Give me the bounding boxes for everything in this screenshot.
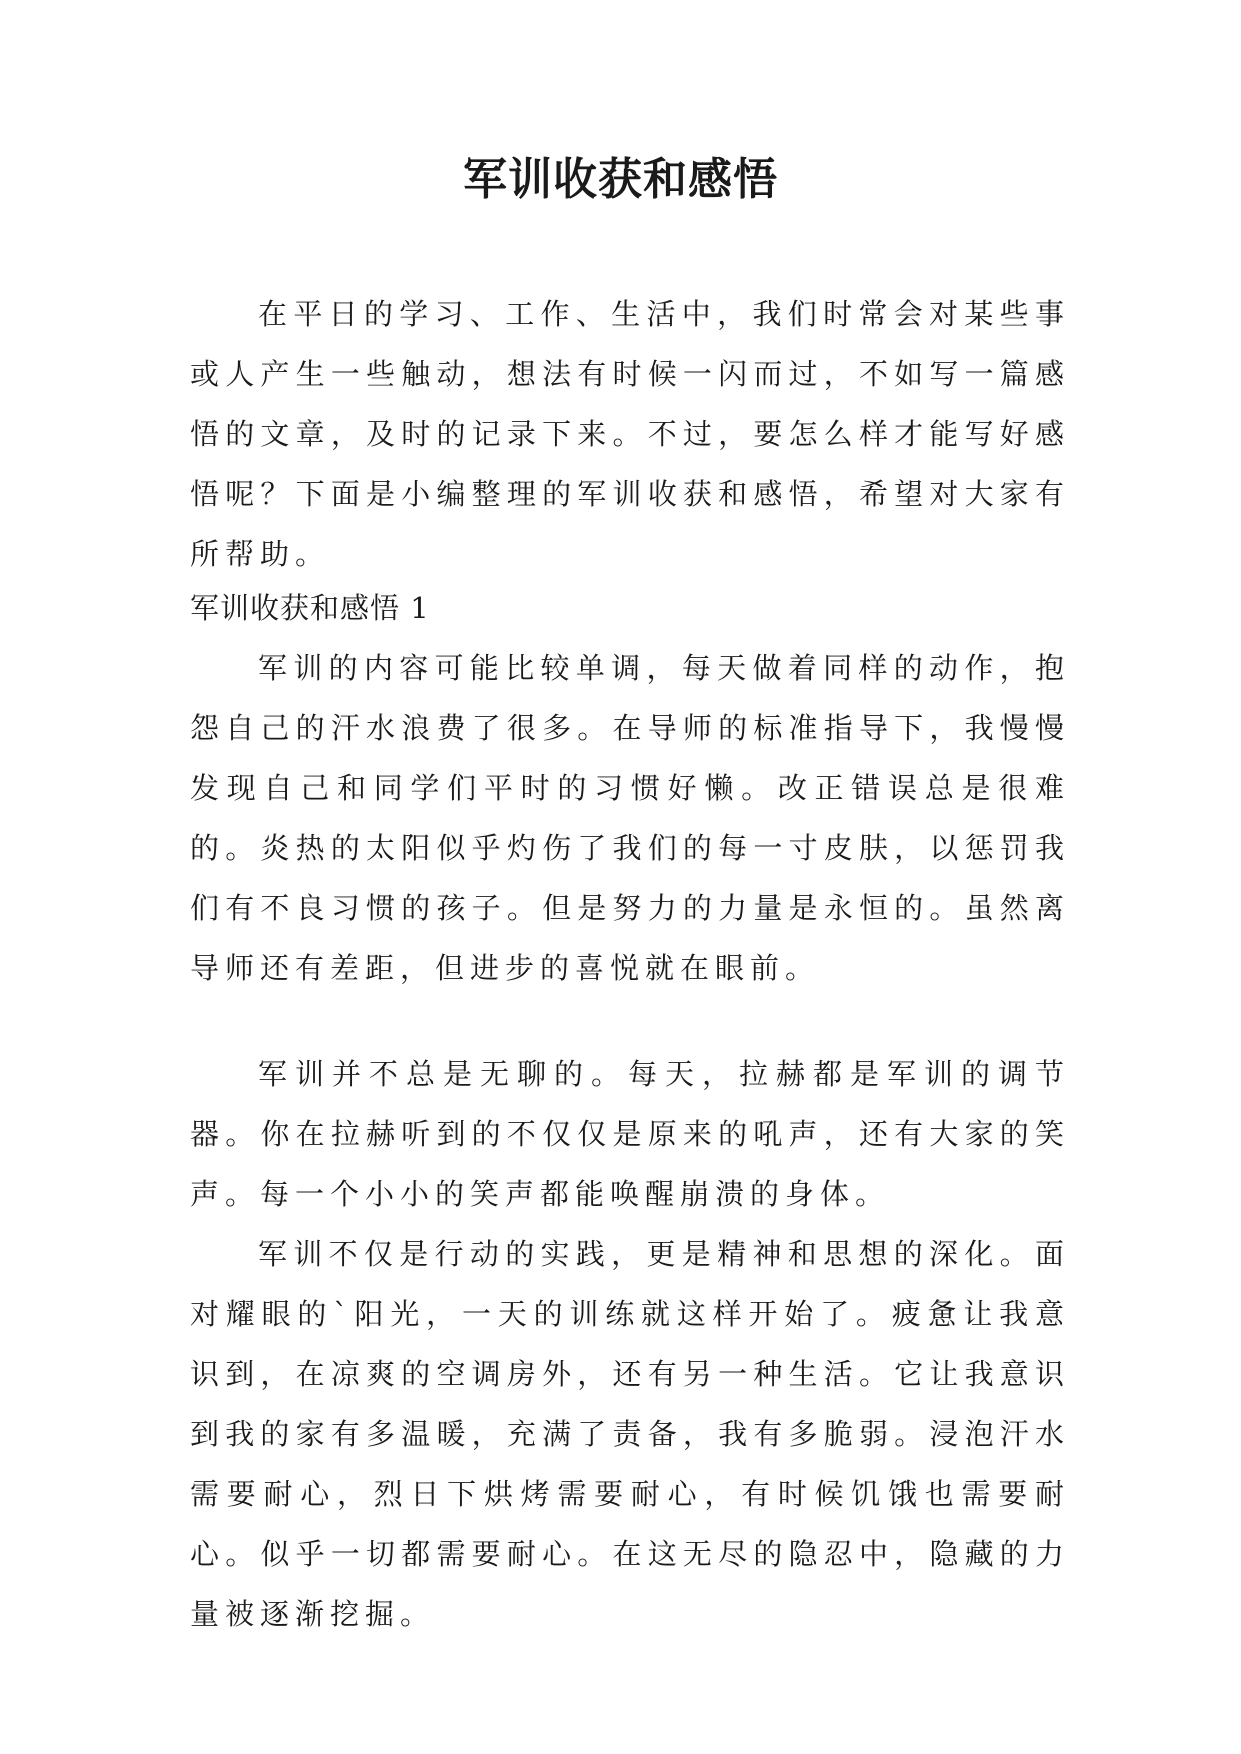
- section-block: [190, 578, 1070, 998]
- intro-block: [190, 284, 1070, 584]
- body-paragraph-3: 军训不仅是行动的实践，更是精神和思想的深化。面对耀眼的`阳光，一天的训练就这样开始了。疲惫让我意识到，在凉爽的空调房外，还有另一种生活。它让我意识到我的家有多温暖，充满了责备，我有多脆弱。浸泡汗水需要耐心，烈日下烘烤需要耐心，有时候饥饿也需要耐心。似乎一切都需要耐心。在这无尽的隐忍中，隐藏的力量被逐渐挖掘。: [190, 1237, 1070, 1631]
- section-heading: 军训收获和感悟 1: [190, 591, 430, 625]
- body-paragraph-1: 军训的内容可能比较单调，每天做着同样的动作，抱怨自己的汗水浪费了很多。在导师的标准指导下，我慢慢发现自己和同学们平时的习惯好懒。改正错误总是很难的。炎热的太阳似乎灼伤了我们的每一寸皮肤，以惩罚我们有不良习惯的孩子。但是努力的力量是永恒的。虽然离导师还有差距，但进步的喜悦就在眼前。: [190, 651, 1070, 985]
- intro-paragraph: 在平日的学习、工作、生活中，我们时常会对某些事或人产生一些触动，想法有时候一闪而过，不如写一篇感悟的文章，及时的记录下来。不过，要怎么样才能写好感悟呢？下面是小编整理的军训收获和感悟，希望对大家有所帮助。: [190, 297, 1070, 571]
- section-block-continued: [190, 1044, 1070, 1644]
- body-paragraph-2: 军训并不总是无聊的。每天，拉赫都是军训的调节器。你在拉赫听到的不仅仅是原来的吼声，还有大家的笑声。每一个小小的笑声都能唤醒崩溃的身体。: [190, 1057, 1070, 1211]
- document-title: 军训收获和感悟: [463, 154, 778, 205]
